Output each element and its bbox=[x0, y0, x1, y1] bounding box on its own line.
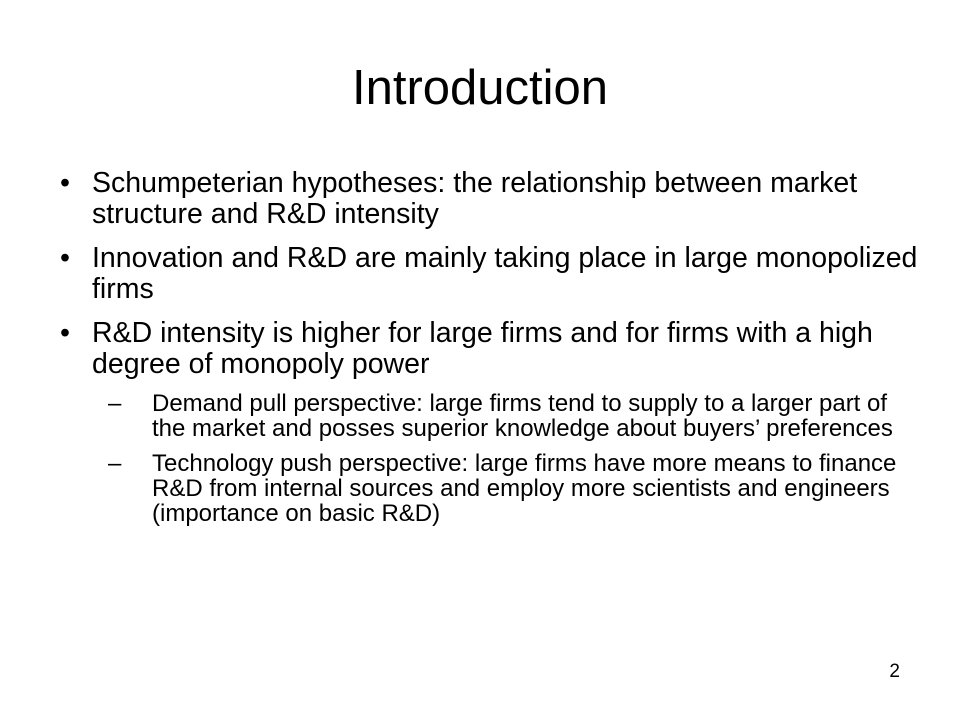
sub-bullet-text: Demand pull perspective: large firms tend to supply to a larger part of the market and posses superior knowledge about buyers’ preferences bbox=[152, 390, 893, 442]
bullet-item bbox=[60, 243, 920, 305]
sub-bullet-item bbox=[108, 391, 920, 441]
sub-bullet-text: Technology push perspective: large firms have more means to finance R&D from internal sources and employ more scientists and engineers (importance on basic R&D) bbox=[152, 450, 897, 527]
bullet-item bbox=[60, 318, 920, 526]
bullet-marker: • bbox=[60, 167, 70, 199]
bullet-marker: • bbox=[60, 242, 70, 274]
page-number: 2 bbox=[889, 661, 900, 682]
sub-bullet-marker: – bbox=[108, 390, 122, 417]
bullet-text: R&D intensity is higher for large firms and for firms with a high degree of monopoly power bbox=[92, 317, 873, 380]
sub-bullet-list bbox=[92, 391, 920, 526]
bullet-text: Innovation and R&D are mainly taking place in large monopolized firms bbox=[92, 242, 918, 305]
bullet-marker: • bbox=[60, 317, 70, 349]
slide-title: Introduction bbox=[351, 61, 609, 115]
bullet-text: Schumpeterian hypotheses: the relationship between market structure and R&D intensity bbox=[92, 167, 858, 230]
bullet-list bbox=[60, 168, 920, 539]
sub-bullet-item bbox=[108, 451, 920, 526]
bullet-item bbox=[60, 168, 920, 230]
sub-bullet-marker: – bbox=[108, 450, 122, 477]
